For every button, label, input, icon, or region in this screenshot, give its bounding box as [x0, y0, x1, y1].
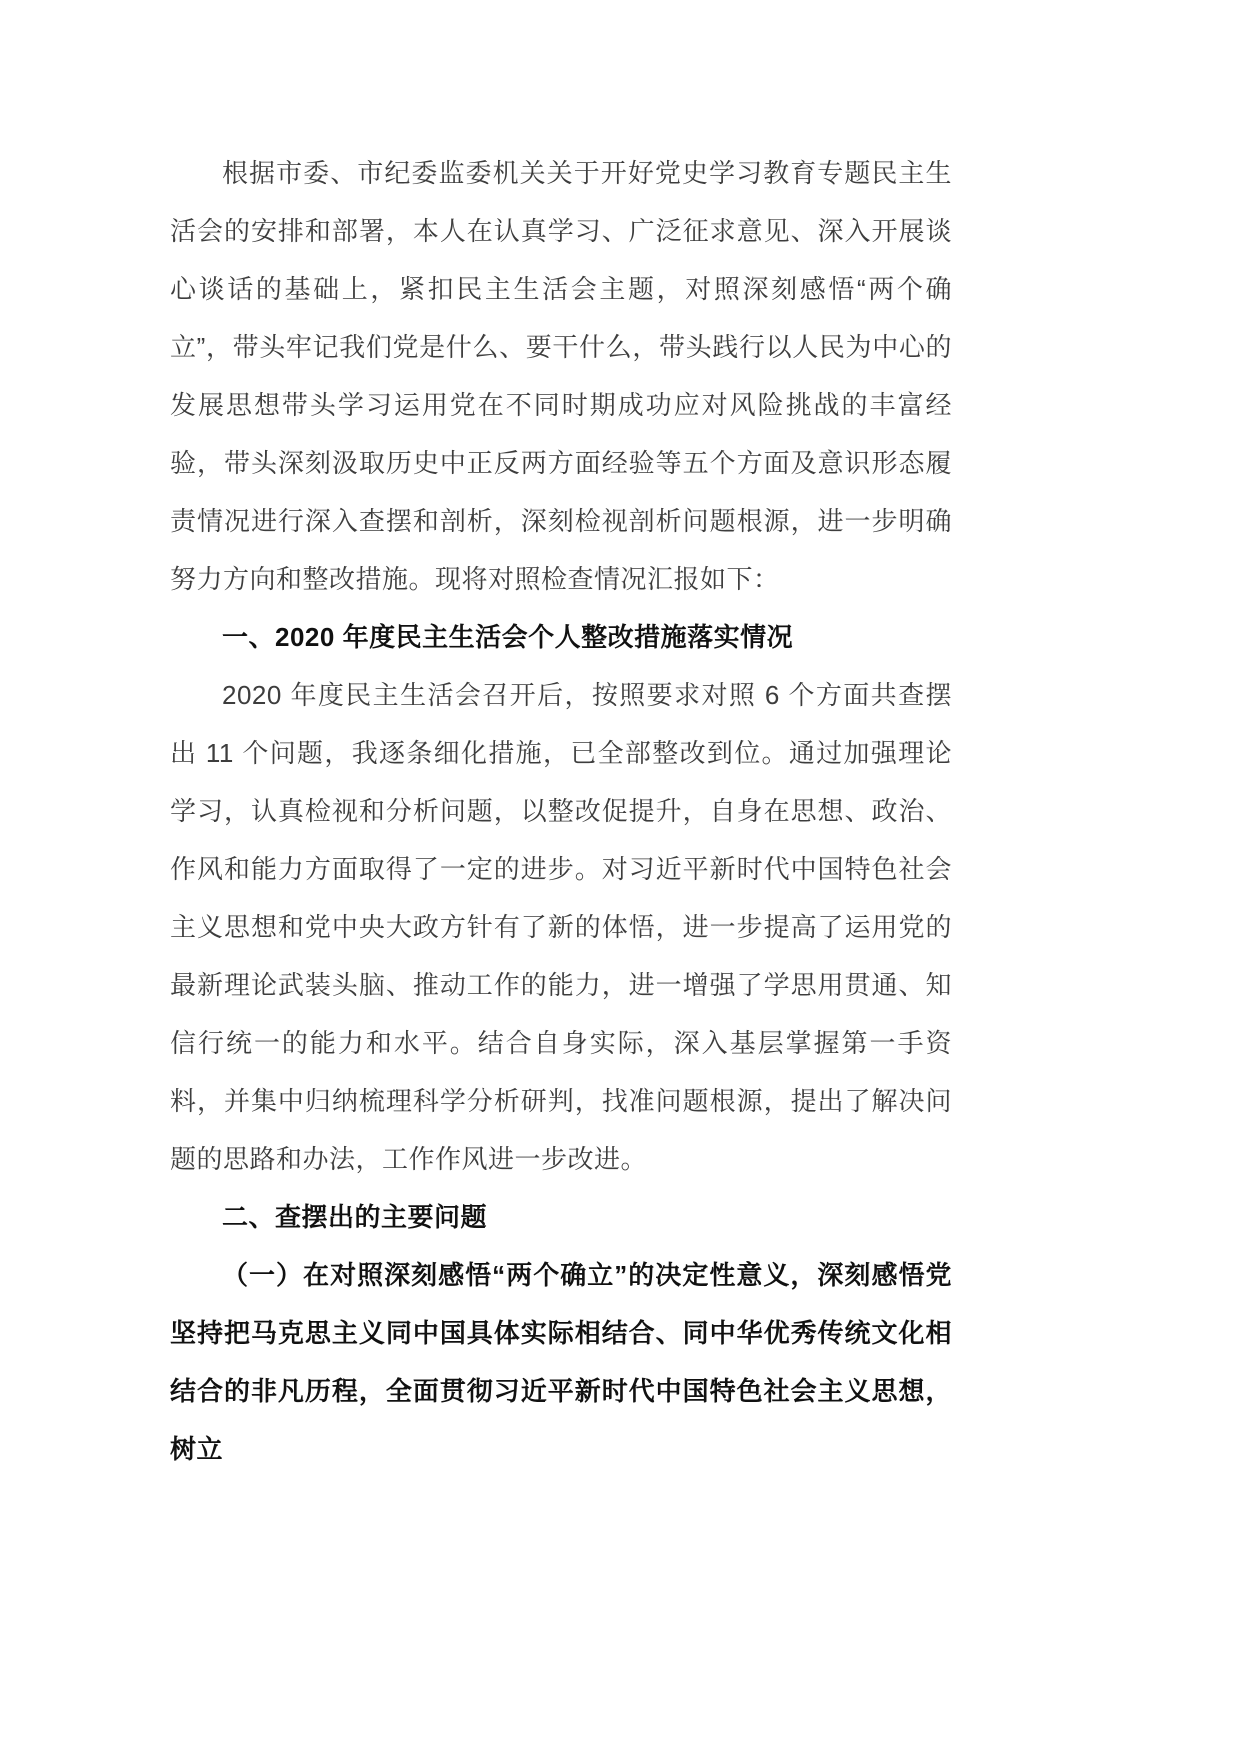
section-heading-2: 二、查摆出的主要问题 [222, 1202, 488, 1232]
paragraph-section-1: 2020 年度民主生活会召开后，按照要求对照 6 个方面共查摆出 11 个问题，我逐条细化措施，已全部整改到位。通过加强理论学习，认真检视和分析问题，以整改促提升，自身在思想、政治、作风和能力方面取得了一定的进步。对习近平新时代中国特色社会主义思想和党中央大政方针有了新的体悟，进一步提高了运用党的最新理论武装头脑、推动工作的能力，进一增强了学思用贯通、知信行统一的能力和水平。结合自身实际，深入基层掌握第一手资料，并集中归纳梳理科学分析研判，找准问题根源，提出了解决问题的思路和办法，工作作风进一步改进。 [170, 680, 952, 1174]
document-body [170, 144, 952, 1478]
paragraph-intro: 根据市委、市纪委监委机关关于开好党史学习教育专题民主生活会的安排和部署，本人在认真学习、广泛征求意见、深入开展谈心谈话的基础上，紧扣民主生活会主题，对照深刻感悟“两个确立”，带头牢记我们党是什么、要干什么，带头践行以人民为中心的发展思想带头学习运用党在不同时期成功应对风险挑战的丰富经验，带头深刻汲取历史中正反两方面经验等五个方面及意识形态履责情况进行深入查摆和剖析，深刻检视剖析问题根源，进一步明确努力方向和整改措施。现将对照检查情况汇报如下： [170, 158, 952, 594]
paragraph-subsection-1: （一）在对照深刻感悟“两个确立”的决定性意义，深刻感悟党坚持把马克思主义同中国具体实际相结合、同中华优秀传统文化相结合的非凡历程，全面贯彻习近平新时代中国特色社会主义思想，树立 [170, 1260, 952, 1464]
section-heading-1: 一、2020 年度民主生活会个人整改措施落实情况 [222, 622, 794, 652]
